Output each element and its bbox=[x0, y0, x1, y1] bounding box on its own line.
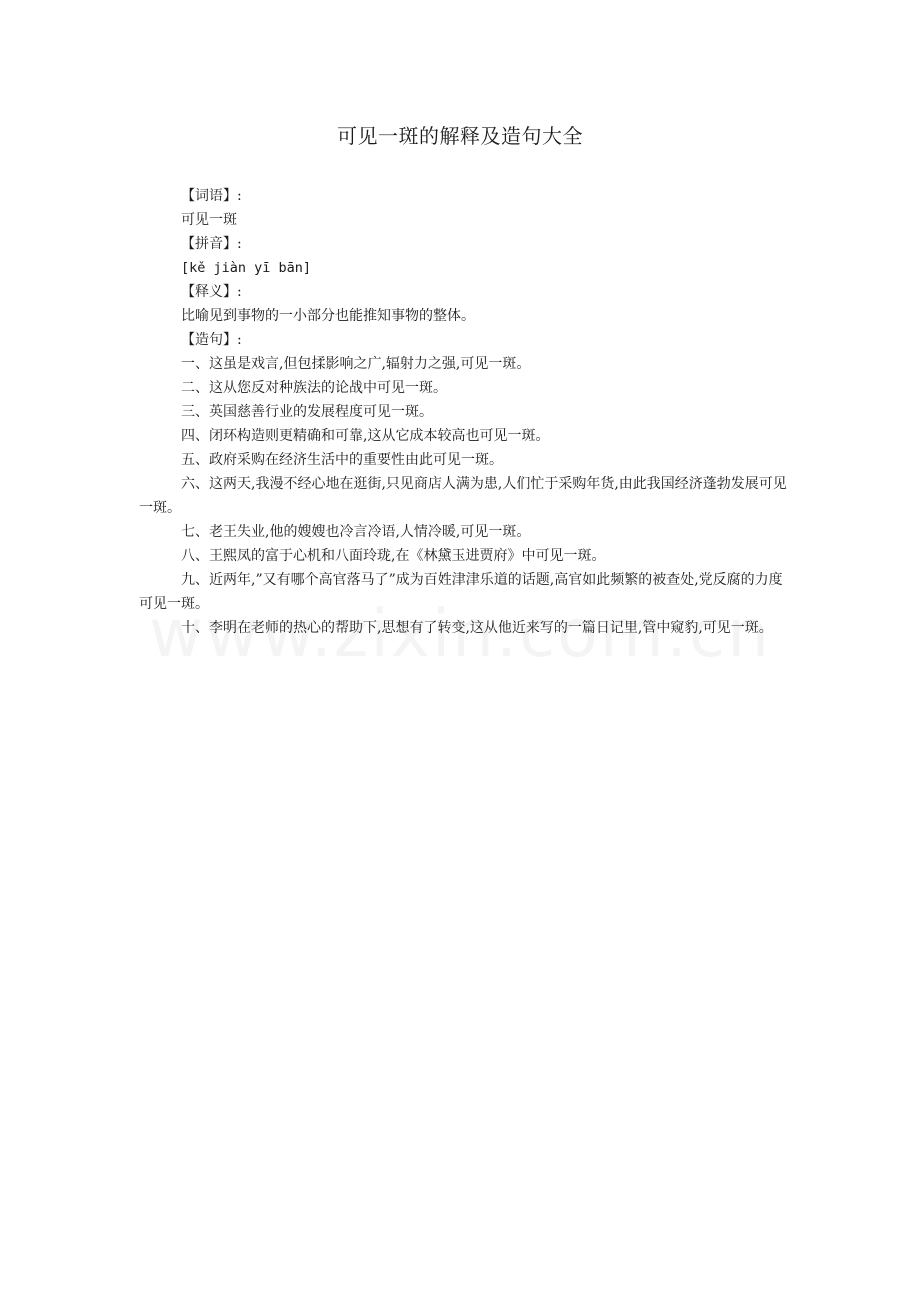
sentence-item: 六、这两天,我漫不经心地在逛街,只见商店人满为患,人们忙于采购年货,由此我国经济蓬勃发展可见一斑。 bbox=[139, 476, 787, 516]
sentence-item: 一、这虽是戏言,但包揉影响之广,辐射力之强,可见一斑。 bbox=[181, 356, 531, 372]
word-heading: 【词语】: bbox=[181, 188, 242, 204]
document-body bbox=[139, 184, 787, 640]
sentence-item: 十、李明在老师的热心的帮助下,思想有了转变,这从他近来写的一篇日记里,管中窥豹,可见一斑。 bbox=[181, 620, 773, 636]
sentence-item: 九、近两年,”又有哪个高官落马了”成为百姓津津乐道的话题,高官如此频繁的被查处,党反腐的力度可见一斑。 bbox=[139, 572, 783, 612]
meaning-text: 比喻见到事物的一小部分也能推知事物的整体。 bbox=[181, 308, 475, 324]
sentence-item: 四、闭环构造则更精确和可靠,这从它成本较高也可见一斑。 bbox=[181, 428, 550, 444]
sentence-heading: 【造句】: bbox=[181, 332, 242, 348]
sentence-item: 三、英国慈善行业的发展程度可见一斑。 bbox=[181, 404, 433, 420]
pinyin-text: [kě jiàn yī bān] bbox=[181, 260, 312, 276]
pinyin-heading: 【拼音】: bbox=[181, 236, 242, 252]
page-title: 可见一斑的解释及造句大全 bbox=[337, 124, 583, 148]
sentence-item: 八、王熙凤的富于心机和八面玲珑,在《林黛玉进贾府》中可见一斑。 bbox=[181, 548, 606, 564]
sentence-item: 五、政府采购在经济生活中的重要性由此可见一斑。 bbox=[181, 452, 503, 468]
sentence-item: 七、老王失业,他的嫂嫂也冷言冷语,人情冷暖,可见一斑。 bbox=[181, 524, 531, 540]
meaning-heading: 【释义】: bbox=[181, 284, 242, 300]
sentence-item: 二、这从您反对种族法的论战中可见一斑。 bbox=[181, 380, 447, 396]
word-text: 可见一斑 bbox=[181, 212, 237, 228]
